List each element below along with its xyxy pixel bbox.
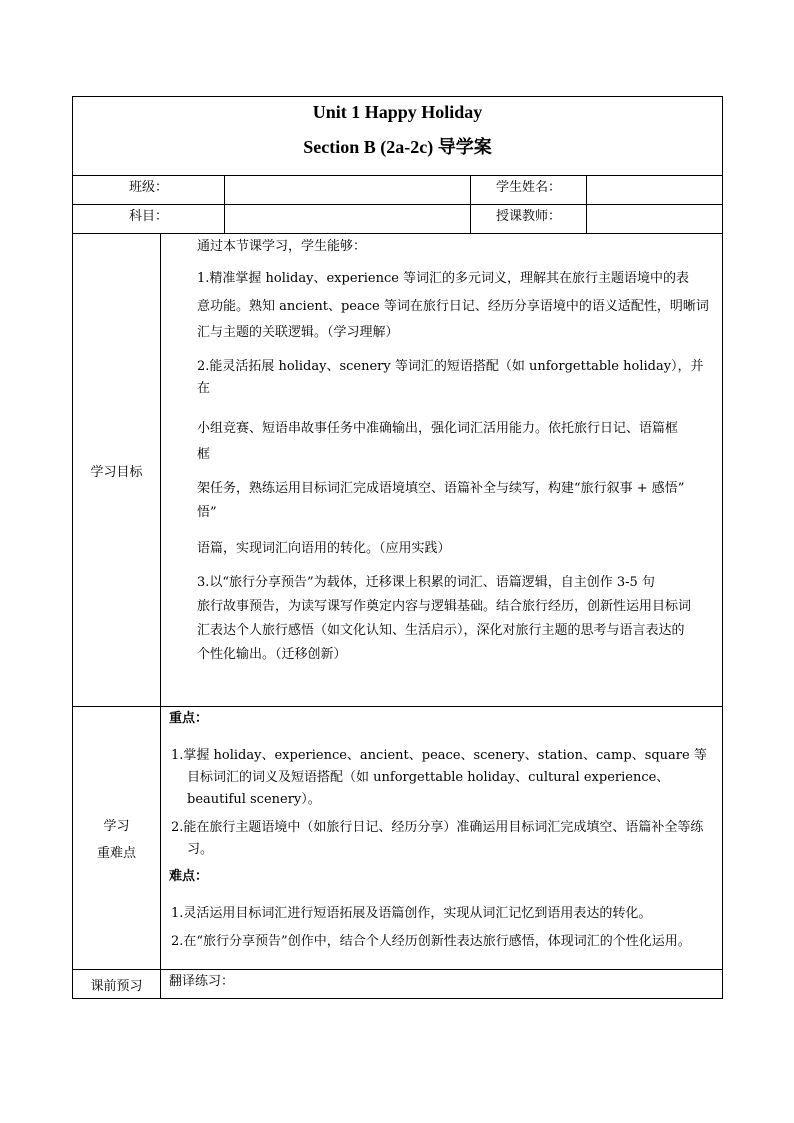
- title-row: [73, 97, 723, 176]
- teacher-field[interactable]: [587, 205, 723, 234]
- subject-field[interactable]: [225, 205, 471, 234]
- goal-1-line-1: 1.精准掌握 holiday、experience 等词汇的多元词义，理解其在旅行主题语境中的表: [197, 271, 690, 286]
- keys-row: [73, 707, 723, 970]
- preview-label: 课前预习: [73, 970, 161, 999]
- info-row-class: [73, 176, 723, 205]
- worksheet: [72, 96, 722, 999]
- goal-3-line-4: 个性化输出。（迁移创新）: [197, 647, 347, 662]
- goal-1-line-3: 汇与主题的关联逻辑。（学习理解）: [197, 325, 399, 340]
- focus-item-1: 1.掌握 holiday、experience、ancient、peace、scenery、station、camp、square 等目标词汇的词义及短语搭配（如 unforgettable holiday、cultural experience、beautiful scenery）。: [171, 748, 707, 807]
- preview-content: 翻译练习：: [161, 970, 723, 999]
- goal-2-line-2: 小组竞赛、短语串故事任务中准确输出，强化词汇活用能力。依托旅行日记、语篇框: [197, 421, 679, 436]
- keys-label-line-2: 重难点: [96, 846, 136, 861]
- goal-3-line-1: 3.以“旅行分享预告”为载体，迁移课上积累的词汇、语篇逻辑，自主创作 3-5 句: [197, 575, 655, 590]
- goal-2-line-4: 语篇，实现词汇向语用的转化。（应用实践）: [197, 541, 451, 556]
- difficulty-item-1: 1.灵活运用目标词汇进行短语拓展及语篇创作，实现从词汇记忆到语用表达的转化。: [171, 906, 652, 921]
- goal-2-line-3-wrap: 悟”: [197, 505, 217, 520]
- worksheet-table: [72, 96, 723, 999]
- class-field[interactable]: [225, 176, 471, 205]
- goals-intro: 通过本节课学习，学生能够：: [197, 239, 367, 254]
- document-title: Unit 1 Happy Holiday: [312, 102, 483, 122]
- student-name-label: 学生姓名：: [471, 176, 587, 205]
- focus-item-2: 2.能在旅行主题语境中（如旅行日记、经历分享）准确运用目标词汇完成填空、语篇补全等练习。: [171, 820, 704, 857]
- goals-content: [161, 234, 723, 707]
- title-cell: [73, 97, 723, 176]
- keys-label: [73, 707, 161, 970]
- document-subtitle: Section B (2a-2c) 导学案: [303, 137, 492, 157]
- class-label: 班级：: [73, 176, 225, 205]
- goals-label: 学习目标: [73, 234, 161, 707]
- keys-label-line-1: 学习: [103, 819, 130, 834]
- preview-row: [73, 970, 723, 999]
- teacher-label: 授课教师：: [471, 205, 587, 234]
- keys-content: [161, 707, 723, 970]
- goal-2-line-1: 2.能灵活拓展 holiday、scenery 等词汇的短语搭配（如 unforgettable holiday），并在: [197, 359, 704, 396]
- difficulty-item-2: 2.在“旅行分享预告”创作中，结合个人经历创新性表达旅行感悟，体现词汇的个性化运用。: [171, 934, 691, 949]
- goal-1-line-2: 意功能。熟知 ancient、peace 等词在旅行日记、经历分享语境中的语义适配性，明晰词: [197, 299, 709, 314]
- difficulty-heading: 难点：: [169, 869, 209, 884]
- goal-2-line-2-wrap: 框: [197, 447, 211, 462]
- goal-3-line-2: 旅行故事预告，为读写课写作奠定内容与逻辑基础。结合旅行经历，创新性运用目标词: [197, 599, 692, 614]
- focus-heading: 重点：: [169, 711, 209, 726]
- goal-2-line-3: 架任务，熟练运用目标词汇完成语境填空、语篇补全与续写，构建“旅行叙事 + 感悟”: [197, 481, 685, 496]
- subject-label: 科目：: [73, 205, 225, 234]
- info-row-subject: [73, 205, 723, 234]
- student-name-field[interactable]: [587, 176, 723, 205]
- goal-3-line-3: 汇表达个人旅行感悟（如文化认知、生活启示），深化对旅行主题的思考与语言表达的: [197, 623, 685, 638]
- goals-row: [73, 234, 723, 707]
